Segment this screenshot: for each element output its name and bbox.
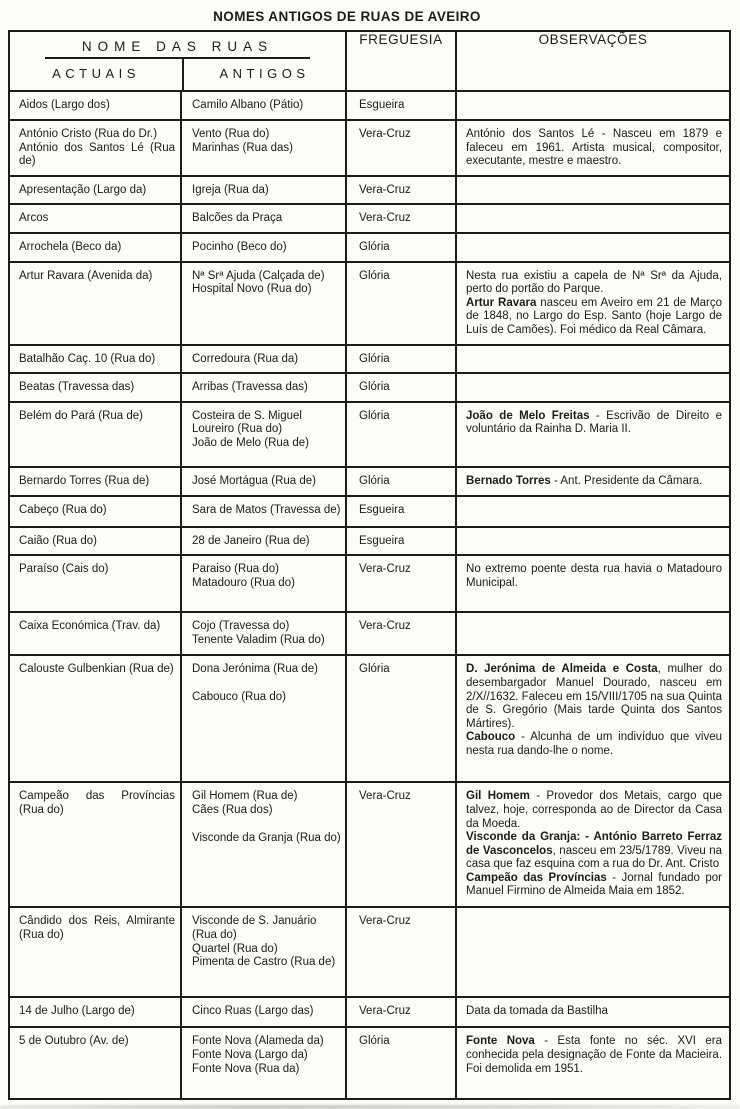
cell-observacoes: [456, 527, 730, 556]
street-name-antigo: Loureiro (Rua do): [192, 423, 283, 436]
cell-observacoes: [456, 402, 730, 467]
page-title: NOMES ANTIGOS DE RUAS DE AVEIRO: [213, 9, 481, 24]
cell-observacoes: [456, 1027, 730, 1099]
cell-observacoes: [456, 262, 730, 345]
cell-actual: [9, 997, 181, 1027]
cell-antigos: [181, 907, 346, 997]
table-row: [9, 233, 730, 262]
street-name-antigo: Sara de Matos (Travessa de): [192, 503, 341, 516]
cell-actual: [9, 555, 181, 612]
document-page: [0, 9, 740, 1099]
street-name-actual: Campeão das Províncias (Rua do): [19, 790, 175, 816]
cell-freguesia: Vera-Cruz: [346, 555, 456, 612]
street-name-antigo: Matadouro (Rua do): [192, 576, 295, 589]
cell-antigos: [181, 373, 346, 402]
street-name-actual: 14 de Julho (Largo de): [19, 1005, 135, 1018]
cell-observacoes: [456, 655, 730, 782]
cell-observacoes: [456, 467, 730, 496]
cell-actual: [9, 467, 181, 496]
street-name-antigo: 28 de Janeiro (Rua de): [192, 534, 310, 547]
street-name-antigo: Igreja (Rua da): [192, 183, 269, 196]
table-row: [9, 373, 730, 402]
cell-actual: [9, 496, 181, 527]
street-name-actual: António dos Santos Lé (Rua de): [19, 141, 175, 168]
observation-paragraph: Fonte Nova - Esta fonte no séc. XVI era conhecida pela designação de Fonte da Macieira. Foi demolida em 1951.: [466, 1035, 723, 1075]
header-actuais: ACTUAIS: [52, 66, 140, 81]
header-observacoes: OBSERVAÇÕES: [456, 31, 730, 91]
table-row: [9, 402, 730, 467]
cell-observacoes: [456, 120, 730, 176]
table-row: [9, 345, 730, 374]
cell-freguesia: Vera-Cruz: [346, 782, 456, 907]
streets-table: [8, 30, 731, 1100]
cell-observacoes: [456, 233, 730, 262]
table-row: [9, 496, 730, 527]
cell-antigos: [181, 612, 346, 655]
cell-observacoes: [456, 612, 730, 655]
spacer: [192, 818, 341, 832]
table-header: [9, 31, 730, 91]
cell-observacoes: [456, 345, 730, 374]
cell-actual: [9, 233, 181, 262]
table-row: [9, 555, 730, 612]
street-name-antigo: Balcões da Praça: [192, 212, 283, 225]
cell-antigos: [181, 1027, 346, 1099]
cell-freguesia: Glória: [346, 1027, 456, 1099]
cell-freguesia: Vera-Cruz: [346, 907, 456, 997]
table-row: [9, 527, 730, 556]
street-name-antigo: Marinhas (Rua das): [192, 141, 293, 154]
cell-antigos: [181, 782, 346, 907]
cell-freguesia: Esgueira: [346, 91, 456, 120]
street-name-actual: Caião (Rua do): [19, 534, 97, 547]
cell-actual: [9, 1027, 181, 1099]
street-name-antigo: Nª Srª Ajuda (Calçada de): [192, 269, 325, 282]
street-name-actual: Batalhão Caç. 10 (Rua do): [19, 352, 156, 365]
cell-antigos: [181, 91, 346, 120]
cell-observacoes: [456, 204, 730, 233]
table-row: [9, 1027, 730, 1099]
street-name-antigo: Cães (Rua dos): [192, 803, 273, 816]
cell-antigos: [181, 233, 346, 262]
cell-actual: [9, 176, 181, 205]
cell-freguesia: Glória: [346, 402, 456, 467]
observation-paragraph: Artur Ravara nasceu em Aveiro em 21 de Março de 1848, no Largo do Esp. Santo (hoje Largo de Luís de Camões). Foi médico da Real Câmara.: [466, 296, 723, 336]
street-name-antigo: Cinco Ruas (Largo das): [192, 1005, 314, 1018]
table-row: [9, 120, 730, 176]
street-name-antigo: Pocinho (Beco do): [192, 240, 287, 253]
cell-antigos: [181, 496, 346, 527]
street-name-antigo: Vento (Rua do): [192, 128, 270, 140]
street-name-antigo: Visconde da Granja (Rua do): [192, 831, 341, 844]
cell-actual: [9, 907, 181, 997]
cell-actual: [9, 612, 181, 655]
cell-freguesia: Esgueira: [346, 496, 456, 527]
cell-actual: [9, 527, 181, 556]
scan-edge-artifact: [0, 1105, 740, 1109]
observation-paragraph: No extremo poente desta rua havia o Matadouro Municipal.: [466, 563, 723, 589]
street-name-antigo: Visconde de S. Januário (Rua do): [192, 915, 317, 941]
street-name-antigo: Corredoura (Rua da): [192, 352, 299, 365]
cell-freguesia: Vera-Cruz: [346, 120, 456, 176]
header-row: [9, 31, 730, 91]
cell-actual: [9, 262, 181, 345]
observation-paragraph: João de Melo Freitas - Escrivão de Direito e voluntário da Rainha D. Maria II.: [466, 409, 722, 436]
street-name-antigo: Dona Jerónima (Rua de): [192, 663, 318, 676]
cell-antigos: [181, 176, 346, 205]
street-name-antigo: Gil Homem (Rua de): [192, 790, 298, 803]
table-row: [9, 262, 730, 345]
cell-antigos: [181, 527, 346, 556]
street-name-antigo: Pimenta de Castro (Rua de): [192, 956, 336, 969]
cell-observacoes: [456, 555, 730, 612]
street-name-actual: Apresentação (Largo da): [19, 183, 147, 196]
cell-antigos: [181, 655, 346, 782]
cell-freguesia: Vera-Cruz: [346, 176, 456, 205]
header-group-label: NOME DAS RUAS: [45, 39, 310, 59]
cell-observacoes: [456, 373, 730, 402]
cell-antigos: [181, 120, 346, 176]
cell-actual: [9, 120, 181, 176]
cell-observacoes: [456, 176, 730, 205]
table-row: [9, 655, 730, 782]
street-name-actual: Artur Ravara (Avenida da): [19, 269, 153, 282]
street-name-antigo: Cabouco (Rua do): [192, 690, 286, 703]
street-name-antigo: Tenente Valadim (Rua do): [192, 633, 325, 646]
street-name-actual: Belém do Pará (Rua de): [19, 409, 144, 422]
street-name-antigo: José Mortágua (Rua de): [192, 474, 317, 487]
observation-paragraph: Cabouco - Alcunha de um indivíduo que viveu nesta rua dando-lhe o nome.: [466, 731, 723, 757]
cell-observacoes: [456, 496, 730, 527]
table-row: [9, 176, 730, 205]
cell-observacoes: [456, 907, 730, 997]
cell-freguesia: Esgueira: [346, 527, 456, 556]
cell-actual: [9, 373, 181, 402]
cell-freguesia: Vera-Cruz: [346, 204, 456, 233]
cell-antigos: [181, 262, 346, 345]
table-row: [9, 204, 730, 233]
observation-paragraph: Data da tomada da Bastilha: [466, 1005, 608, 1018]
cell-actual: [9, 655, 181, 782]
header-antigos: ANTIGOS: [182, 59, 345, 90]
cell-freguesia: Glória: [346, 655, 456, 782]
cell-actual: [9, 91, 181, 120]
street-name-actual: Caixa Económica (Trav. da): [19, 620, 161, 633]
cell-antigos: [181, 345, 346, 374]
street-name-actual: Calouste Gulbenkian (Rua de): [19, 663, 174, 676]
street-name-antigo: Fonte Nova (Alameda da): [192, 1035, 324, 1048]
cell-antigos: [181, 402, 346, 467]
observation-paragraph: António dos Santos Lé - Nasceu em 1879 e faleceu em 1961. Artista musical, compositor, executante, mestre e maestro.: [466, 128, 723, 168]
cell-freguesia: Glória: [346, 262, 456, 345]
cell-actual: [9, 204, 181, 233]
cell-actual: [9, 345, 181, 374]
header-freguesia: FREGUESIA: [346, 31, 456, 91]
street-name-actual: Paraíso (Cais do): [19, 563, 109, 576]
cell-observacoes: [456, 997, 730, 1027]
street-name-actual: Cândido dos Reis, Almirante (Rua do): [19, 915, 175, 941]
street-name-antigo: Hospital Novo (Rua do): [192, 283, 312, 296]
observation-paragraph: Campeão das Províncias - Jornal fundado por Manuel Firmino de Almeida Maia em 1852.: [466, 871, 723, 898]
street-name-antigo: Fonte Nova (Rua da): [192, 1062, 300, 1075]
street-name-actual: Arcos: [19, 212, 49, 225]
cell-observacoes: [456, 782, 730, 907]
spacer: [192, 677, 341, 691]
street-name-antigo: Paraiso (Rua do): [192, 563, 279, 576]
cell-freguesia: Glória: [346, 373, 456, 402]
table-body: [9, 91, 730, 1099]
observation-paragraph: Nesta rua existiu a capela de Nª Srª da Ajuda, perto do portão do Parque.: [466, 269, 723, 296]
observation-paragraph: Bernado Torres - Ant. Presidente da Câmara.: [466, 474, 703, 487]
street-name-actual: Cabeço (Rua do): [19, 503, 107, 516]
street-name-actual: Aidos (Largo dos): [19, 99, 110, 111]
table-row: [9, 612, 730, 655]
cell-actual: [9, 402, 181, 467]
street-name-actual: Bernardo Torres (Rua de): [19, 474, 150, 487]
table-row: [9, 997, 730, 1027]
street-name-antigo: Cojo (Travessa do): [192, 620, 290, 633]
street-name-actual: António Cristo (Rua do Dr.): [19, 128, 158, 140]
cell-freguesia: Glória: [346, 467, 456, 496]
table-row: [9, 782, 730, 907]
street-name-actual: 5 de Outubro (Av. de): [19, 1035, 129, 1048]
cell-antigos: [181, 997, 346, 1027]
street-name-actual: Arrochela (Beco da): [19, 240, 122, 253]
header-nome-das-ruas: [9, 31, 346, 91]
cell-freguesia: Vera-Cruz: [346, 997, 456, 1027]
observation-paragraph: D. Jerónima de Almeida e Costa, mulher do desembargador Manuel Dourado, nasceu em 2/X//1632. Faleceu em 15/VIII/1705 na sua Quinta de S. Gregório (Mais tarde Quinta dos Santos Mártires).: [466, 663, 723, 730]
cell-antigos: [181, 467, 346, 496]
street-name-actual: Beatas (Travessa das): [19, 381, 135, 394]
observation-paragraph: Visconde da Granja: - António Barreto Ferraz de Vasconcelos, nasceu em 23/5/1789. Viveu na casa que faz esquina com a rua do Dr. Ant. Cristo: [466, 831, 723, 871]
cell-freguesia: Glória: [346, 345, 456, 374]
cell-antigos: [181, 555, 346, 612]
street-name-antigo: João de Melo (Rua de): [192, 436, 309, 449]
table-row: [9, 91, 730, 120]
table-row: [9, 467, 730, 496]
street-name-antigo: Quartel (Rua do): [192, 942, 278, 955]
cell-freguesia: Vera-Cruz: [346, 612, 456, 655]
street-name-antigo: Arribas (Travessa das): [192, 381, 308, 394]
cell-freguesia: Glória: [346, 233, 456, 262]
street-name-antigo: Fonte Nova (Largo da): [192, 1048, 308, 1061]
table-row: [9, 907, 730, 997]
observation-paragraph: Gil Homem - Provedor dos Metais, cargo que talvez, hoje, corresponda ao de Director da Casa da Moeda.: [466, 790, 723, 830]
cell-antigos: [181, 204, 346, 233]
cell-observacoes: [456, 91, 730, 120]
street-name-antigo: Costeira de S. Miguel: [192, 409, 302, 422]
cell-actual: [9, 782, 181, 907]
street-name-antigo: Camilo Albano (Pátio): [192, 99, 304, 111]
